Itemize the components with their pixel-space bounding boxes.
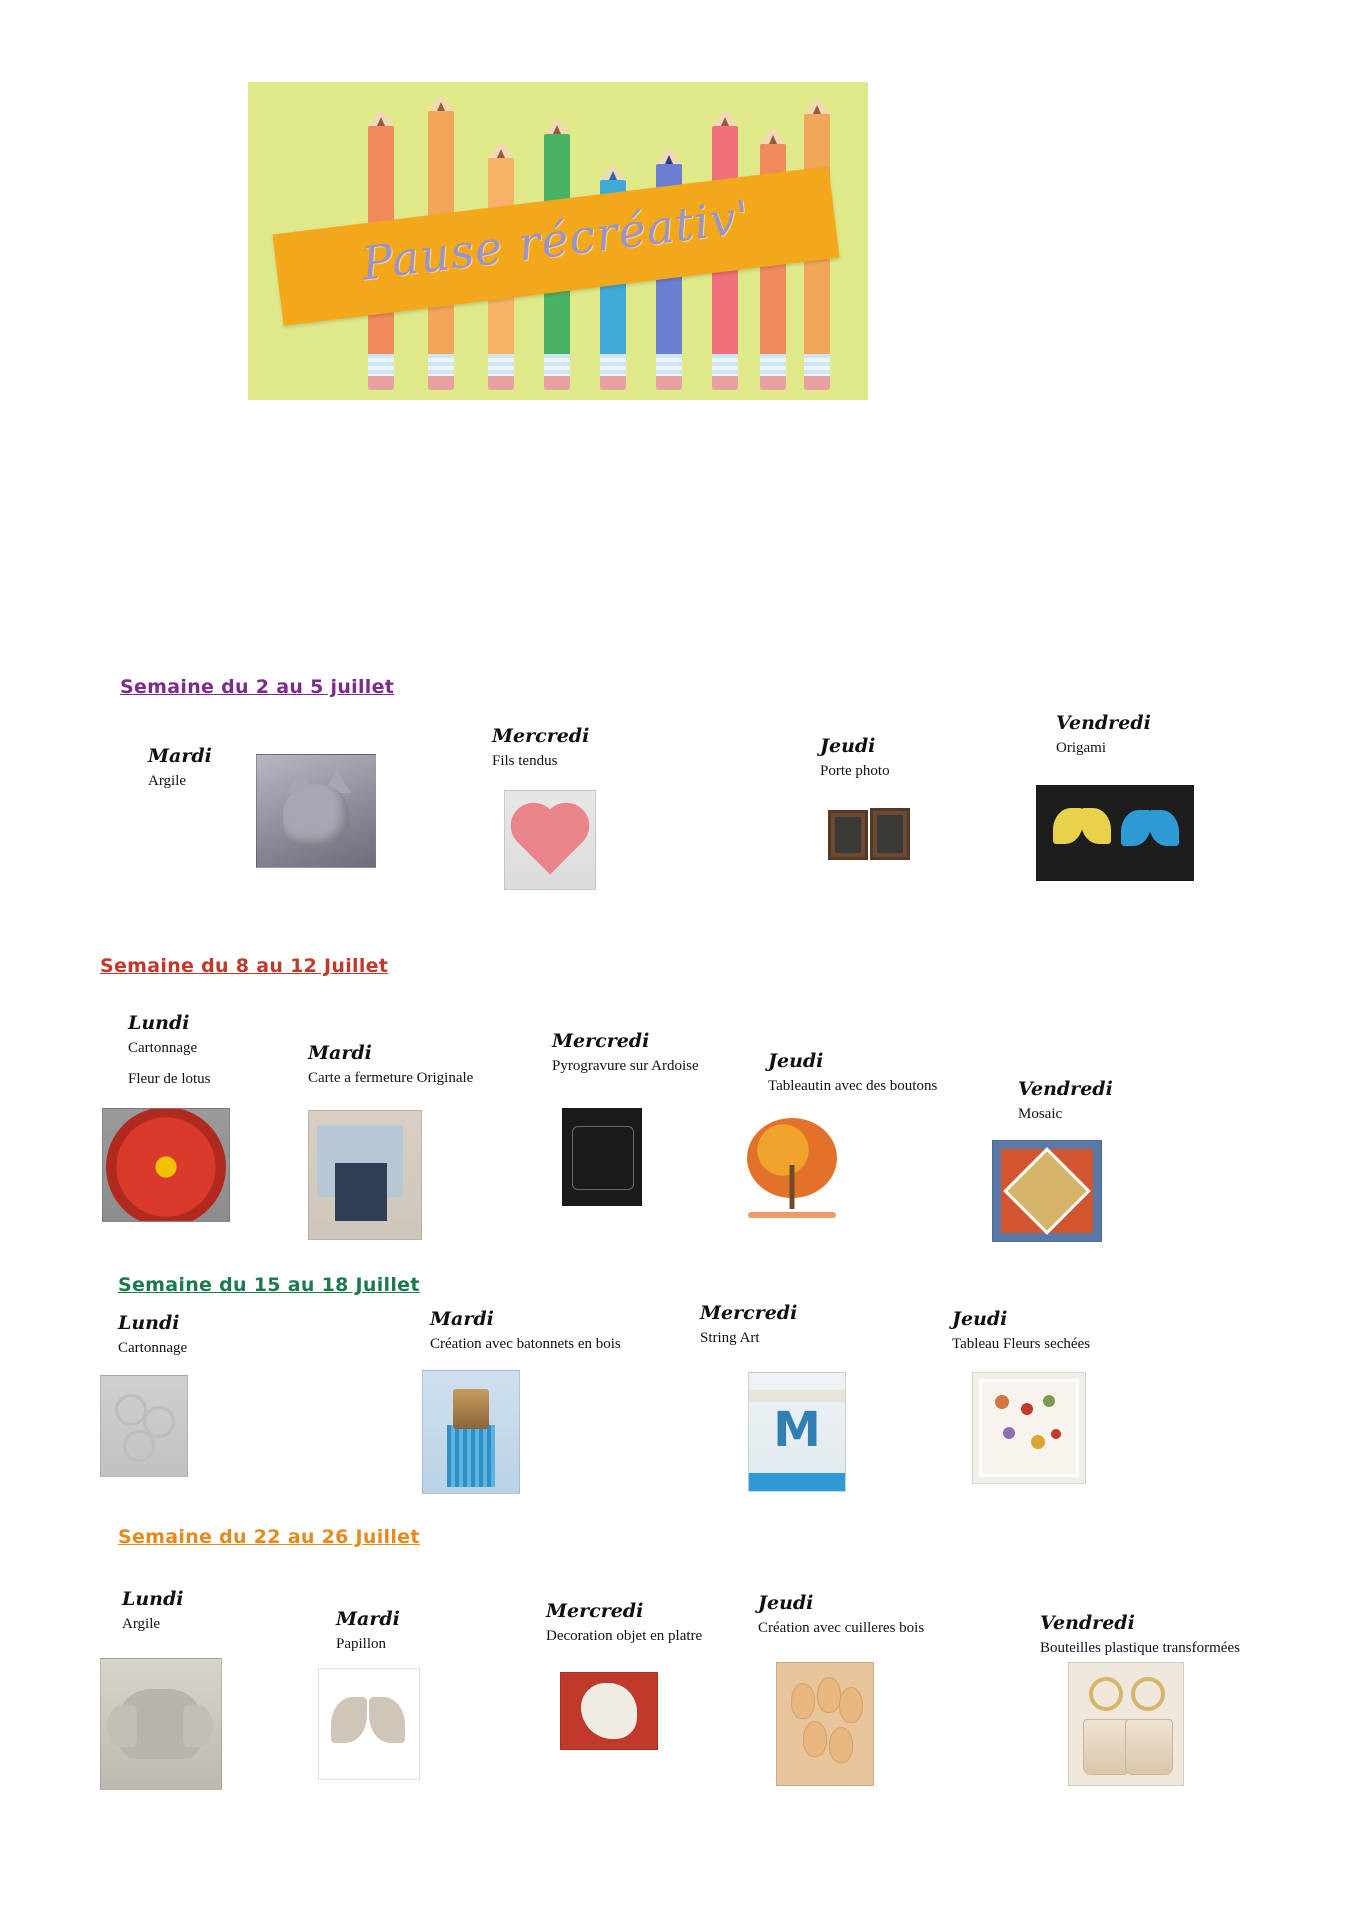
- day-block-mercredi-w1: [492, 725, 589, 770]
- photo-frames-photo: [822, 800, 912, 880]
- day-block-mercredi-w4: [546, 1600, 702, 1645]
- day-desc: Porte photo: [820, 763, 890, 779]
- wooden-spoons-photo: [776, 1662, 874, 1786]
- day-block-jeudi-w4: [758, 1592, 924, 1637]
- banner-title: Pause récréativ': [358, 189, 754, 291]
- day-desc: Fils tendus: [492, 753, 558, 769]
- plaster-object-photo: [560, 1672, 658, 1750]
- day-desc: Pyrogravure sur Ardoise: [552, 1058, 699, 1074]
- day-block-jeudi-w1: [820, 735, 890, 780]
- day-block-vendredi-w1: [1056, 712, 1151, 757]
- day-block-vendredi-w2: [1018, 1078, 1113, 1123]
- day-name: Jeudi: [758, 1592, 814, 1614]
- day-name: Vendredi: [1056, 712, 1151, 734]
- day-block-mercredi-w3: [700, 1302, 797, 1347]
- day-name: Lundi: [122, 1588, 184, 1610]
- day-block-lundi-w2: [128, 1012, 211, 1088]
- week-title-2: Semaine du 8 au 12 Juillet: [100, 955, 389, 977]
- week-title-1: Semaine du 2 au 5 juillet: [120, 676, 395, 698]
- day-desc: Création avec cuilleres bois: [758, 1620, 925, 1636]
- clay-cat-photo: [256, 754, 376, 868]
- day-name: Mercredi: [546, 1600, 644, 1622]
- mosaic-tile-photo: [992, 1140, 1102, 1242]
- day-name: Lundi: [118, 1312, 180, 1334]
- day-desc: Cartonnage: [128, 1040, 198, 1056]
- week-title-3: Semaine du 15 au 18 Juillet: [118, 1274, 420, 1296]
- day-desc: Carte a fermeture Originale: [308, 1070, 474, 1086]
- day-name: Mardi: [336, 1608, 400, 1630]
- day-name: Jeudi: [952, 1308, 1008, 1330]
- lotus-flower-photo: [102, 1108, 230, 1222]
- day-block-jeudi-w2: [768, 1050, 937, 1095]
- day-block-mardi-w4: [336, 1608, 400, 1653]
- day-name: Mardi: [430, 1308, 494, 1330]
- day-name: Lundi: [128, 1012, 190, 1034]
- day-block-lundi-w4: [122, 1588, 184, 1633]
- string-art-letter-photo: M: [748, 1372, 846, 1492]
- day-name: Mardi: [308, 1042, 372, 1064]
- day-desc: Argile: [122, 1616, 161, 1632]
- pencils-banner: [248, 82, 868, 400]
- day-block-mardi-w3: [430, 1308, 621, 1353]
- week-title-4: Semaine du 22 au 26 Juillet: [118, 1526, 420, 1548]
- day-block-mardi-w1: [148, 745, 212, 790]
- dried-flowers-frame-photo: [972, 1372, 1086, 1484]
- day-desc: Mosaic: [1018, 1106, 1063, 1122]
- slate-pyrography-photo: [562, 1108, 642, 1206]
- day-desc: Argile: [148, 773, 187, 789]
- day-block-lundi-w3: [118, 1312, 187, 1357]
- day-block-mardi-w2: [308, 1042, 473, 1087]
- day-desc: String Art: [700, 1330, 760, 1346]
- banner-image: [248, 82, 868, 400]
- string-heart-photo: [504, 790, 596, 890]
- day-name: Mardi: [148, 745, 212, 767]
- day-desc: Papillon: [336, 1636, 387, 1652]
- day-desc: Origami: [1056, 740, 1106, 756]
- day-desc-secondary: Fleur de lotus: [128, 1071, 211, 1087]
- butterfly-craft-photo: [318, 1668, 420, 1780]
- plastic-bottles-photo: [1068, 1662, 1184, 1786]
- origami-butterflies-photo: [1036, 785, 1194, 881]
- day-name: Jeudi: [820, 735, 876, 757]
- day-desc: Tableautin avec des boutons: [768, 1078, 938, 1094]
- wood-sticks-pot-photo: [422, 1370, 520, 1494]
- cardboard-craft-photo: [100, 1375, 188, 1477]
- day-desc: Bouteilles plastique transformées: [1040, 1640, 1240, 1656]
- day-name: Mercredi: [492, 725, 590, 747]
- day-block-mercredi-w2: [552, 1030, 699, 1075]
- day-desc: Création avec batonnets en bois: [430, 1336, 621, 1352]
- day-name: Jeudi: [768, 1050, 824, 1072]
- clay-elephant-photo: [100, 1658, 222, 1790]
- day-name: Mercredi: [552, 1030, 650, 1052]
- closing-card-photo: [308, 1110, 422, 1240]
- day-name: Vendredi: [1040, 1612, 1135, 1634]
- day-desc: Decoration objet en platre: [546, 1628, 703, 1644]
- day-desc: Cartonnage: [118, 1340, 188, 1356]
- button-tree-photo: [722, 1112, 862, 1228]
- day-desc: Tableau Fleurs sechées: [952, 1336, 1091, 1352]
- day-block-jeudi-w3: [952, 1308, 1090, 1353]
- day-name: Mercredi: [700, 1302, 798, 1324]
- day-name: Vendredi: [1018, 1078, 1113, 1100]
- day-block-vendredi-w4: [1040, 1612, 1240, 1657]
